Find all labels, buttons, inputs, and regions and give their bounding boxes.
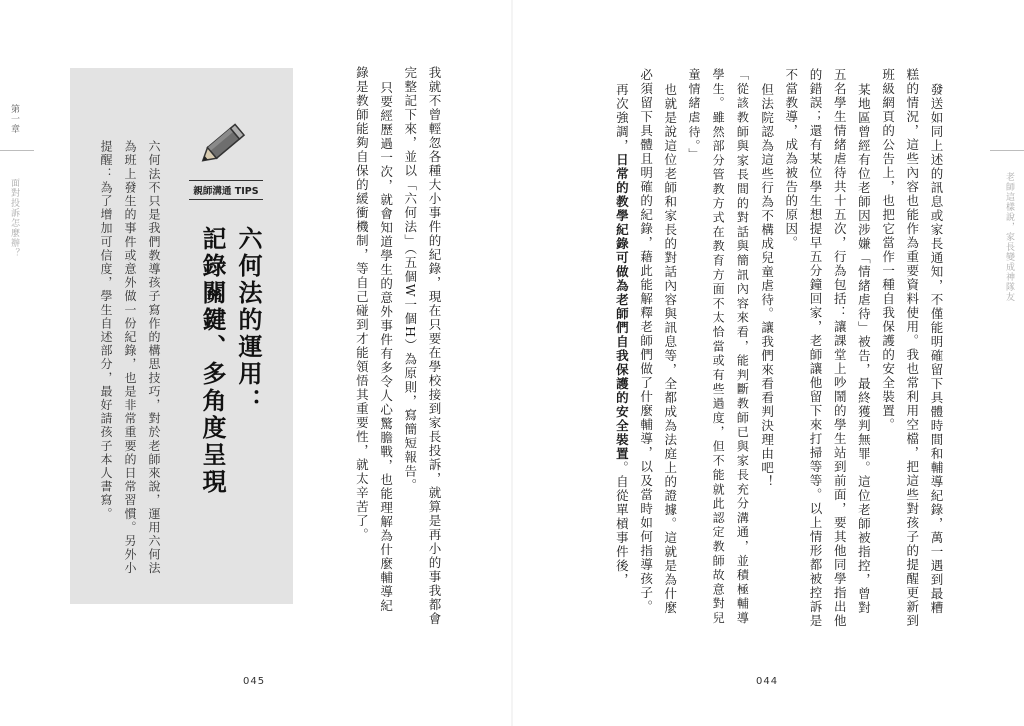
running-title-right: 老師這樣說，家長變成神隊友 — [1004, 172, 1014, 302]
paragraph-lead: 再次強調， — [614, 83, 630, 153]
paragraph: 發送如同上述的訊息或家長通知，不僅能明確留下具體時間和輔導紀錄，萬一遇到最糟糕的情況，這些內容也能作為重要資料使用。我也常利用空檔，把這些對孩子的提醒更新到班級網頁的公告上，也把它當作一種自我保護的安全裝置。 — [880, 68, 944, 628]
pencil-icon — [200, 118, 250, 166]
right-body-text — [588, 68, 948, 628]
paragraph: 某地區曾經有位老師因涉嫌「情緒虐待」被告，最終獲判無罪。這位老師被指控，曾對五名學生情緒虐待共十五次，行為包括：讓課堂上吵鬧的學生站到前面，要其他同學指出他的錯誤；還有某位學生想提早五分鐘回家，老師讓他留下來打掃等等。以上情形都被控訴是不當教導，成為被告的原因。 — [783, 68, 872, 628]
tips-title-line2: 記錄關鍵、多角度呈現 — [198, 226, 226, 496]
tips-title — [194, 226, 266, 586]
header-divider — [990, 150, 1024, 151]
paragraph: 也就是說這位老師和家長的對話內容與訊息等，全都成為法庭上的證據。這就是為什麼必須留下具體且明確的紀錄，藉此能解釋老師們做了什麼輔導，以及當時如何指導孩子。 — [638, 68, 678, 615]
paragraph: 我就不曾輕忽各種大小事件的紀錄，現在只要在學校接到家長投訴，就算是再小的事我都會完整記下來，並以「六何法」（五個W一個H）為原則，寫簡短報告。 — [402, 66, 442, 626]
page-number-left: 045 — [243, 676, 266, 687]
bold-emphasis: 日常的教學紀錄可做為老師們自我保護的安全裝置 — [614, 153, 630, 461]
paragraph-tail: 。自從單槓事件後， — [614, 461, 630, 587]
header-divider — [0, 150, 34, 151]
left-body-text — [346, 66, 446, 626]
court-quote: 「從該教師與家長間的對話與簡訊內容來看，能判斷教師已與家長充分溝通，並積極輔導學生。雖然部分管教方式在教育方面不太恰當或有些過度，但不能就此認定教師故意對兒童情緒虐待。」 — [686, 68, 750, 626]
tips-title-line1: 六何法的運用： — [234, 226, 262, 415]
tips-label: 親師溝通 TIPS — [189, 180, 263, 200]
chapter-label: 第一章 — [9, 104, 19, 134]
paragraph: 只要經歷過一次，就會知道學生的意外事件有多令人心驚膽戰，也能理解為什麼輔導紀錄是教師能夠自保的緩衝機制，等自己碰到才能領悟其重要性，就太辛苦了。 — [354, 66, 394, 613]
paragraph: 但法院認為這些行為不構成兒童虐待。讓我們來看看判決理由吧！ — [759, 83, 775, 489]
running-title-left: 面對投訴怎麼辦？ — [9, 178, 19, 258]
page-number-right: 044 — [756, 676, 779, 687]
paragraph-emphasis — [609, 68, 633, 628]
chapter-header — [8, 104, 21, 134]
tips-body: 六何法不只是我們教導孩子寫作的構思技巧，對於老師來說，運用六何法為班上發生的事件或意外做一份紀錄，也是非常重要的日常習慣。另外小提醒：為了增加可信度，學生自述部分，最好請孩子本人書寫。 — [99, 140, 161, 576]
